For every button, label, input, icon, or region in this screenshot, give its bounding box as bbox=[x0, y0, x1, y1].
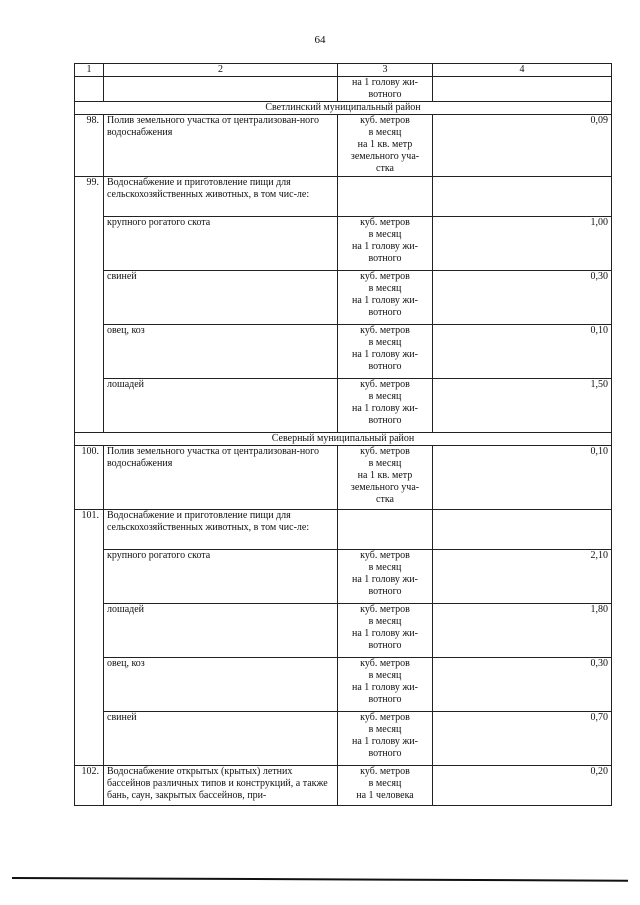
empty-cell bbox=[75, 77, 104, 102]
row-number: 100. bbox=[75, 446, 104, 510]
table-row bbox=[75, 446, 612, 510]
unit-cell: на 1 голову жи- вотного bbox=[338, 77, 433, 102]
unit-cell: куб. метров в месяц на 1 голову жи- вотного bbox=[338, 379, 433, 433]
table-subrow bbox=[75, 604, 612, 658]
empty-cell bbox=[433, 77, 612, 102]
table-row bbox=[75, 177, 612, 217]
unit-cell: куб. метров в месяц на 1 кв. метр земельного уча- стка bbox=[338, 115, 433, 177]
value-cell: 1,80 bbox=[433, 604, 612, 658]
value-cell: 0,30 bbox=[433, 658, 612, 712]
value-cell: 0,09 bbox=[433, 115, 612, 177]
row-number: 102. bbox=[75, 766, 104, 806]
value-cell: 1,50 bbox=[433, 379, 612, 433]
value-cell: 0,30 bbox=[433, 271, 612, 325]
table-subrow bbox=[75, 271, 612, 325]
table-subrow bbox=[75, 712, 612, 766]
table-subrow bbox=[75, 325, 612, 379]
row-description: Водоснабжение и приготовление пищи для сельскохозяйственных животных, в том чис-ле: bbox=[104, 177, 338, 217]
empty-cell bbox=[338, 177, 433, 217]
unit-cell: куб. метров в месяц на 1 человека bbox=[338, 766, 433, 806]
value-cell: 2,10 bbox=[433, 550, 612, 604]
header-col-4: 4 bbox=[433, 64, 612, 77]
empty-cell bbox=[104, 77, 338, 102]
district-row bbox=[75, 102, 612, 115]
table-subrow bbox=[75, 379, 612, 433]
continued-row bbox=[75, 77, 612, 102]
value-cell: 0,10 bbox=[433, 446, 612, 510]
district-name: Северный муниципальный район bbox=[75, 433, 612, 446]
unit-cell: куб. метров в месяц на 1 голову жи- вотного bbox=[338, 604, 433, 658]
row-number: 99. bbox=[75, 177, 104, 433]
table-row bbox=[75, 766, 612, 806]
unit-cell: куб. метров в месяц на 1 кв. метр земельного уча- стка bbox=[338, 446, 433, 510]
table-row bbox=[75, 510, 612, 550]
row-number: 101. bbox=[75, 510, 104, 766]
unit-cell: куб. метров в месяц на 1 голову жи- вотного bbox=[338, 325, 433, 379]
value-cell: 0,20 bbox=[433, 766, 612, 806]
subrow-description: овец, коз bbox=[104, 325, 338, 379]
row-description: Полив земельного участка от централизован-ного водоснабжения bbox=[104, 115, 338, 177]
header-col-2: 2 bbox=[104, 64, 338, 77]
unit-cell: куб. метров в месяц на 1 голову жи- вотного bbox=[338, 271, 433, 325]
table-subrow bbox=[75, 658, 612, 712]
unit-cell: куб. метров в месяц на 1 голову жи- вотного bbox=[338, 658, 433, 712]
district-row bbox=[75, 433, 612, 446]
district-name: Светлинский муниципальный район bbox=[75, 102, 612, 115]
empty-cell bbox=[433, 510, 612, 550]
table-subrow bbox=[75, 217, 612, 271]
subrow-description: крупного рогатого скота bbox=[104, 550, 338, 604]
subrow-description: лошадей bbox=[104, 379, 338, 433]
row-number: 98. bbox=[75, 115, 104, 177]
norms-table bbox=[74, 63, 612, 806]
value-cell: 0,70 bbox=[433, 712, 612, 766]
table-subrow bbox=[75, 550, 612, 604]
unit-cell: куб. метров в месяц на 1 голову жи- вотного bbox=[338, 712, 433, 766]
subrow-description: лошадей bbox=[104, 604, 338, 658]
value-cell: 0,10 bbox=[433, 325, 612, 379]
subrow-description: овец, коз bbox=[104, 658, 338, 712]
value-cell: 1,00 bbox=[433, 217, 612, 271]
page-bottom-rule bbox=[12, 877, 628, 882]
empty-cell bbox=[433, 177, 612, 217]
row-description: Водоснабжение и приготовление пищи для сельскохозяйственных животных, в том чис-ле: bbox=[104, 510, 338, 550]
header-col-1: 1 bbox=[75, 64, 104, 77]
subrow-description: крупного рогатого скота bbox=[104, 217, 338, 271]
page-number: 64 bbox=[314, 34, 326, 46]
header-col-3: 3 bbox=[338, 64, 433, 77]
row-description: Водоснабжение открытых (крытых) летних бассейнов различных типов и конструкций, а также бань, саун, закрытых бассейнов, при- bbox=[104, 766, 338, 806]
row-description: Полив земельного участка от централизован-ного водоснабжения bbox=[104, 446, 338, 510]
table-header-row bbox=[75, 64, 612, 77]
table-row bbox=[75, 115, 612, 177]
subrow-description: свиней bbox=[104, 712, 338, 766]
subrow-description: свиней bbox=[104, 271, 338, 325]
empty-cell bbox=[338, 510, 433, 550]
unit-cell: куб. метров в месяц на 1 голову жи- вотного bbox=[338, 550, 433, 604]
unit-cell: куб. метров в месяц на 1 голову жи- вотного bbox=[338, 217, 433, 271]
